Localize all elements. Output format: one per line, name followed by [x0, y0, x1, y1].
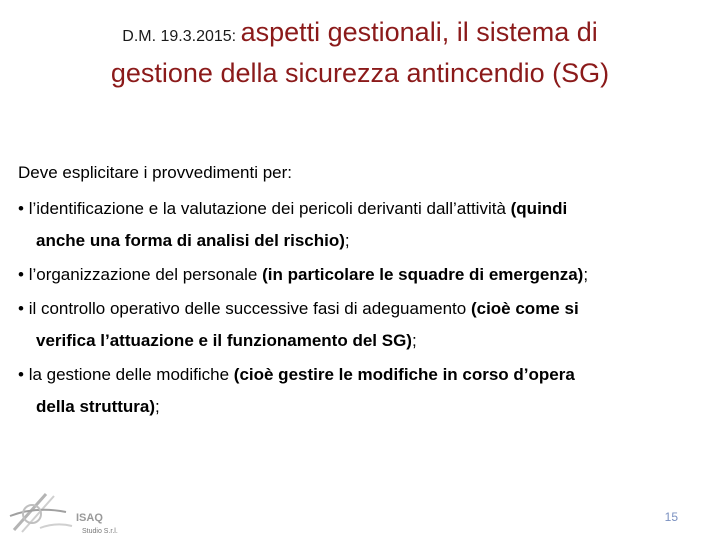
- page-number: 15: [664, 510, 678, 524]
- bullet-continuation: [18, 230, 692, 252]
- title-prefix: D.M. 19.3.2015:: [122, 28, 237, 45]
- title-line-1: [0, 14, 720, 55]
- slide-title: [0, 14, 720, 91]
- bullet-bold-text: (quindi: [510, 199, 568, 218]
- bullet-text: l’identificazione e la valutazione dei pericoli derivanti dall’attività: [28, 199, 506, 218]
- logo-name: ISAQ: [76, 512, 103, 524]
- bullet-text: la gestione delle modifiche: [28, 365, 230, 384]
- bullet-bold-text: (cioè gestire le modifiche in corso d’opera: [233, 365, 575, 384]
- bullet-bold-text: (cioè come si: [470, 299, 579, 318]
- title-line-2: gestione della sicurezza antincendio (SG): [110, 58, 610, 88]
- slide-body: [18, 162, 692, 430]
- bullet-continuation: [18, 330, 692, 352]
- bullet-bold-text: anche una forma di analisi del rischio): [36, 231, 345, 250]
- bullet-item: [18, 264, 692, 286]
- bullet-item: [18, 198, 692, 252]
- title-text-1: aspetti gestionali, il sistema di: [240, 17, 598, 47]
- bullet-marker: •: [18, 265, 24, 284]
- bullet-item: [18, 298, 692, 352]
- bullet-tail: ;: [155, 397, 160, 416]
- bullet-bold-text: della struttura): [36, 397, 156, 416]
- bullet-bold-text: verifica l’attuazione e il funzionamento del SG): [36, 331, 412, 350]
- bullet-marker: •: [18, 199, 24, 218]
- bullet-text: l’organizzazione del personale: [28, 265, 258, 284]
- bullet-tail: ;: [411, 331, 417, 350]
- bullet-marker: •: [18, 299, 24, 318]
- bullet-text: il controllo operativo delle successive fasi di adeguamento: [28, 299, 467, 318]
- bullet-bold-text: (in particolare le squadre di emergenza): [262, 265, 584, 284]
- logo-subtitle: Studio S.r.l.: [82, 528, 118, 535]
- intro-text: Deve esplicitare i provvedimenti per:: [18, 163, 293, 182]
- bullet-continuation: [18, 396, 692, 418]
- bullet-tail: ;: [344, 231, 350, 250]
- bullet-tail: ;: [583, 265, 589, 284]
- bullet-item: [18, 364, 692, 418]
- bullet-marker: •: [18, 365, 24, 384]
